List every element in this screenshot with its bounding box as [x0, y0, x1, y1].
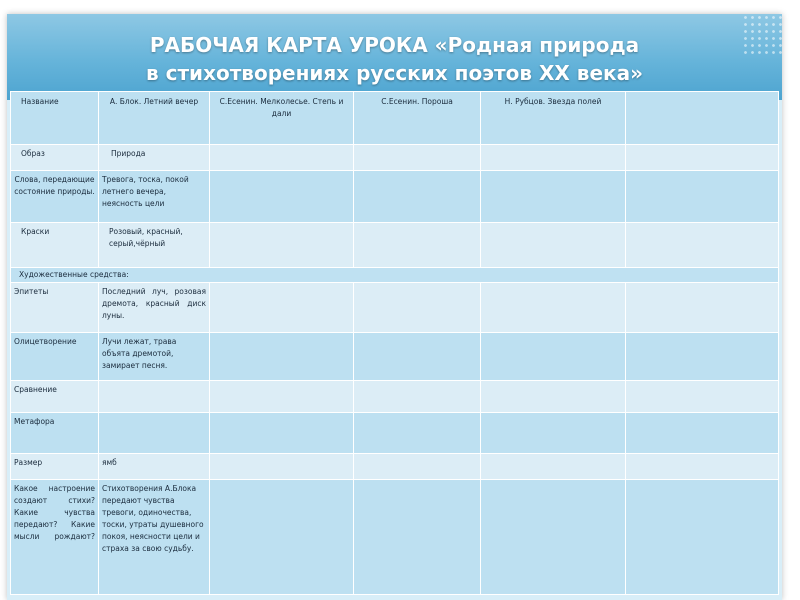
table-cell — [481, 413, 626, 454]
table-cell — [626, 413, 779, 454]
table-row-kraski — [11, 223, 779, 268]
table-row-olicetvorenie — [11, 333, 779, 381]
row-label: Сравнение — [11, 381, 99, 413]
table-row-epitety — [11, 283, 779, 333]
table-header-row — [11, 92, 779, 145]
row-label: Слова, передающие состояние природы. — [11, 171, 99, 223]
table-cell: Тревога, тоска, покой летнего вечера, неясность цели — [99, 171, 210, 223]
table-cell — [626, 454, 779, 480]
table-cell — [481, 171, 626, 223]
table-cell — [210, 413, 354, 454]
table-cell — [354, 333, 481, 381]
table-cell — [626, 283, 779, 333]
table-cell — [210, 171, 354, 223]
row-label: Краски — [11, 223, 99, 268]
row-label: Олицетворение — [11, 333, 99, 381]
table-cell — [481, 454, 626, 480]
table-cell — [626, 381, 779, 413]
table-cell — [210, 480, 354, 595]
table-cell — [626, 171, 779, 223]
table-cell — [99, 413, 210, 454]
table-cell — [481, 333, 626, 381]
table-cell — [481, 283, 626, 333]
table-row-metafora — [11, 413, 779, 454]
table-cell: Последний луч, розовая дремота, красный диск луны. — [99, 283, 210, 333]
table-cell — [354, 381, 481, 413]
slide-title — [7, 31, 782, 87]
table-cell — [626, 145, 779, 171]
table-cell — [626, 223, 779, 268]
table-cell — [210, 333, 354, 381]
table-cell — [354, 413, 481, 454]
table-cell: ямб — [99, 454, 210, 480]
header-cell-empty — [626, 92, 779, 145]
table-section-row — [11, 268, 779, 283]
lesson-card-table — [10, 91, 779, 595]
row-label: Эпитеты — [11, 283, 99, 333]
table-cell — [354, 283, 481, 333]
table-cell — [626, 333, 779, 381]
table-cell — [481, 381, 626, 413]
header-cell-rubtsov: Н. Рубцов. Звезда полей — [481, 92, 626, 145]
table-cell — [481, 480, 626, 595]
table-cell — [354, 145, 481, 171]
table-cell — [626, 480, 779, 595]
table-row-nastroenie — [11, 480, 779, 595]
table-cell — [354, 454, 481, 480]
table-row-slova — [11, 171, 779, 223]
section-label: Художественные средства: — [11, 268, 779, 283]
table-cell — [210, 283, 354, 333]
table-cell — [210, 145, 354, 171]
table-cell — [354, 171, 481, 223]
table-row-sravnenie — [11, 381, 779, 413]
table-cell — [210, 454, 354, 480]
slide-header — [7, 14, 782, 100]
slide-title-line-2: в стихотворениях русских поэтов XX века» — [145, 61, 644, 85]
table-cell — [354, 223, 481, 268]
table-cell — [210, 223, 354, 268]
row-label: Метафора — [11, 413, 99, 454]
slide-title-line-1: РАБОЧАЯ КАРТА УРОКА «Родная природа — [149, 33, 640, 57]
table-cell: Стихотворения А.Блока передают чувства тревоги, одиночества, тоски, утраты душевного покоя, неясности цели и страха за свою судьбу. — [99, 480, 210, 595]
table-cell — [210, 381, 354, 413]
header-cell-esenin-melkolesie: С.Есенин. Мелколесье. Степь и дали — [210, 92, 354, 145]
table-cell — [481, 223, 626, 268]
table-row-razmer — [11, 454, 779, 480]
table-cell: Лучи лежат, трава объята дремотой, замирает песня. — [99, 333, 210, 381]
table-cell: Розовый, красный, серый,чёрный — [99, 223, 210, 268]
header-cell-blok: А. Блок. Летний вечер — [99, 92, 210, 145]
table-cell — [99, 381, 210, 413]
row-label: Размер — [11, 454, 99, 480]
row-label: Какое настроение создают стихи? Какие чувства передают? Какие мысли рождают? — [11, 480, 99, 595]
row-label: Образ — [11, 145, 99, 171]
header-cell-esenin-porosha: С.Есенин. Пороша — [354, 92, 481, 145]
table-row-obraz — [11, 145, 779, 171]
table-cell — [481, 145, 626, 171]
table-cell: Природа — [99, 145, 210, 171]
header-cell-name: Название — [11, 92, 99, 145]
table-cell — [354, 480, 481, 595]
